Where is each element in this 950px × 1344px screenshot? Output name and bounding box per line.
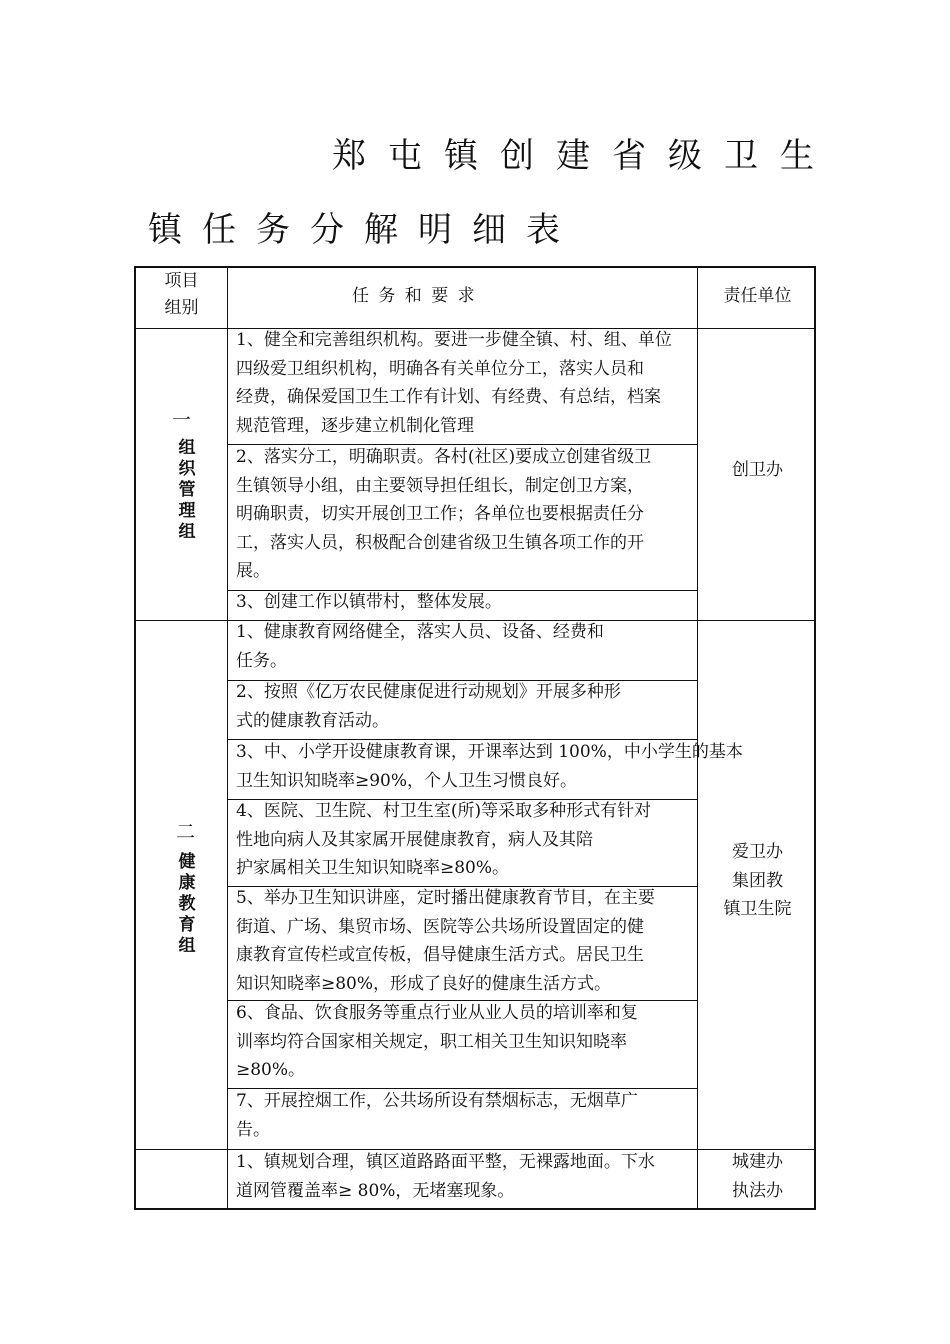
header-task-label: 任 务 和 要 求 — [352, 286, 477, 306]
group1-number: 一 — [172, 409, 192, 431]
group1-task-1: 1、健全和完善组织机构。要进一步健全镇、村、组、单位 四级爱卫组织机构，明确各有关单位分工，落实人员和 经费，确保爱国卫生工作有计划、有经费、有总结，档案 规范管理，逐步建立机制化管理 — [236, 330, 672, 436]
group2-task-3: 3、中、小学开设健康教育课，开课率达到 100%，中小学生的基本 卫生知识知晓率≥90%，个人卫生习惯良好。 — [236, 742, 743, 791]
task-table — [134, 266, 816, 1210]
document-title-line2: 镇任务分解明细表 — [148, 210, 580, 250]
group1-name: 组 织 管 理 组 — [178, 438, 196, 542]
group2-number: 二 — [176, 821, 196, 843]
group1-task-3: 3、创建工作以镇带村，整体发展。 — [236, 592, 502, 612]
group2-task-7: 7、开展控烟工作，公共场所设有禁烟标志，无烟草广 告。 — [236, 1091, 638, 1140]
group1-responsible-unit: 创卫办 — [732, 460, 783, 480]
group2-task-4: 4、医院、卫生院、村卫生室(所)等采取多种形式有针对 性地向病人及其家属开展健康教育，病人及其陪 护家属相关卫生知识知晓率≥80%。 — [236, 801, 652, 879]
header-unit-label: 责任单位 — [723, 286, 792, 306]
column-divider-1 — [227, 268, 228, 1208]
group3-task-1: 1、镇规划合理，镇区道路路面平整，无裸露地面。下水 道网管覆盖率≥ 80%，无堵塞现象。 — [236, 1152, 655, 1201]
group3-responsible-unit: 城建办 执法办 — [732, 1152, 783, 1201]
group2-responsible-unit: 爱卫办 集团教 镇卫生院 — [723, 842, 792, 920]
group2-task-5: 5、举办卫生知识讲座，定时播出健康教育节目，在主要 街道、广场、集贸市场、医院等公共场所设置固定的健 康教育宣传栏或宣传板，倡导健康生活方式。居民卫生 知识知晓率≥80%，形成了良好的健康生活方式。 — [236, 888, 655, 994]
group2-name: 健 康 教 育 组 — [178, 852, 196, 956]
document-title-line1: 郑屯镇创建省级卫生 — [332, 136, 836, 176]
group2-task-2: 2、按照《亿万农民健康促进行动规划》开展多种形 式的健康教育活动。 — [236, 682, 621, 731]
group2-task-6: 6、食品、饮食服务等重点行业从业人员的培训率和复 训率均符合国家相关规定，职工相关卫生知识知晓率 ≥80%。 — [236, 1003, 638, 1081]
header-group-label: 项目 组别 — [164, 271, 199, 318]
group1-task-2: 2、落实分工，明确职责。各村(社区)要成立创建省级卫 生镇领导小组，由主要领导担任组长，制定创卫方案， 明确职责，切实开展创卫工作；各单位也要根据责任分 工，落实人员，积极配合创建省级卫生镇各项工作的开 展。 — [236, 447, 652, 582]
group2-task-1: 1、健康教育网络健全，落实人员、设备、经费和 任务。 — [236, 622, 604, 671]
